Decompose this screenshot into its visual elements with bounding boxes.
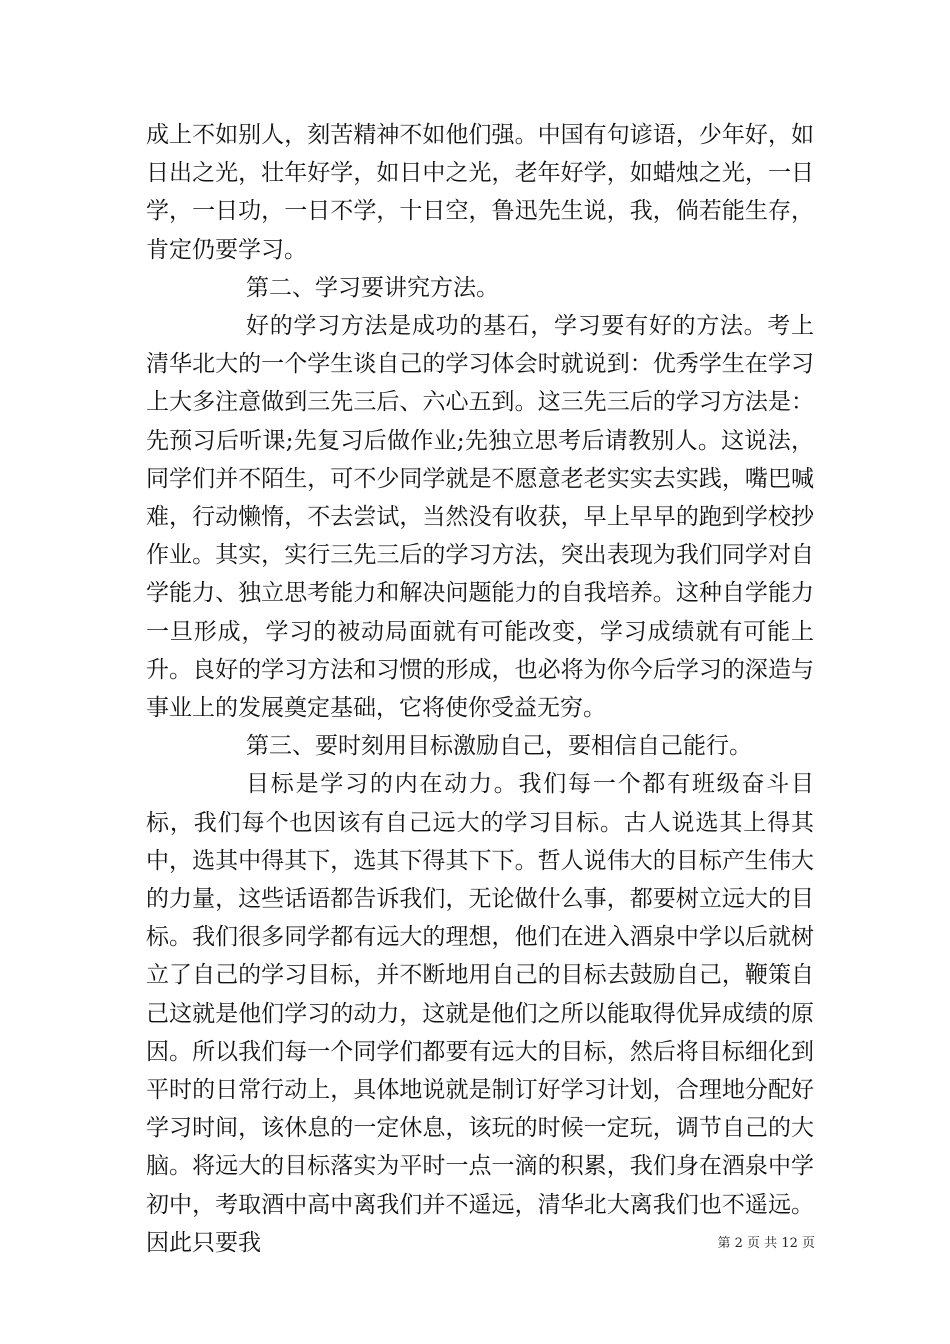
paragraph-continuation: 成上不如别人，刻苦精神不如他们强。中国有句谚语，少年好，如日出之光，壮年好学，如日中之光，老年好学，如蜡烛之光，一日学，一日功，一日不学，十日空，鲁迅先生说，我，倘若能生存，肯定仍要学习。 bbox=[146, 122, 814, 263]
heading-section-2: 第二、学习要讲究方法。 bbox=[246, 274, 499, 301]
body-text bbox=[146, 116, 814, 1262]
page-number: 第 2 页 共 12 页 bbox=[717, 1236, 815, 1251]
paragraph-study-method: 好的学习方法是成功的基石，学习要有好的方法。考上清华北大的一个学生谈自己的学习体会时就说到：优秀学生在学习上大多注意做到三先三后、六心五到。这三先三后的学习方法是：先预习后听课;先复习后做作业;先独立思考后请教别人。这说法，同学们并不陌生，可不少同学就是不愿意老老实实去实践，嘴巴喊难，行动懒惰，不去尝试，当然没有收获，早上早早的跑到学校抄作业。其实，实行三先三后的学习方法，突出表现为我们同学对自学能力、独立思考能力和解决问题能力的自我培养。这种自学能力一旦形成，学习的被动局面就有可能改变，学习成绩就有可能上升。良好的学习方法和习惯的形成，也必将为你今后学习的深造与事业上的发展奠定基础，它将使你受益无穷。 bbox=[146, 313, 814, 722]
heading-section-3: 第三、要时刻用目标激励自己，要相信自己能行。 bbox=[246, 733, 752, 760]
paragraph-goals: 目标是学习的内在动力。我们每一个都有班级奋斗目标，我们每个也因该有自己远大的学习目标。古人说选其上得其中，选其中得其下，选其下得其下下。哲人说伟大的目标产生伟大的力量，这些话语都告诉我们，无论做什么事，都要树立远大的目标。我们很多同学都有远大的理想，他们在进入酒泉中学以后就树立了自己的学习目标，并不断地用自己的目标去鼓励自己，鞭策自己这就是他们学习的动力，这就是他们之所以能取得优异成绩的原因。所以我们每一个同学们都要有远大的目标，然后将目标细化到平时的日常行动上，具体地说就是制订好学习计划，合理地分配好学习时间，该休息的一定休息，该玩的时候一定玩，调节自己的大脑。将远大的目标落实为平时一点一滴的积累，我们身在酒泉中学初中，考取酒中高中离我们并不遥远，清华北大离我们也不遥远。因此只要我 bbox=[146, 771, 814, 1256]
